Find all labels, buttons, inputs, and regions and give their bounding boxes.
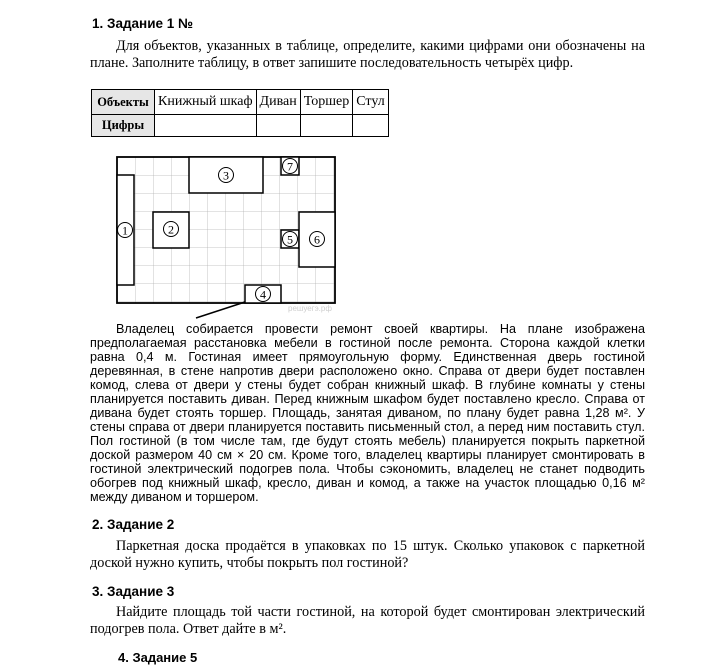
table-object-floor-lamp: Торшер — [300, 90, 353, 115]
plan-label: 3 — [223, 168, 229, 183]
task1-instruction: Для объектов, указанных в таблице, определите, какими цифрами они обозначены на плане. Заполните таблицу, в ответ запишите последовательность четырёх цифр. — [90, 38, 645, 71]
task2-text: Паркетная доска продаётся в упаковках по 15 штук. Сколько упаковок с паркетной доской нужно купить, чтобы покрыть пол гостиной? — [90, 538, 645, 571]
plan-label: 6 — [314, 232, 320, 247]
table-header-digits: Цифры — [92, 115, 155, 137]
plan-label: 4 — [260, 287, 266, 302]
plan-label: 1 — [122, 223, 128, 238]
table-object-chair: Стул — [353, 90, 388, 115]
task1-heading: 1. Задание 1 № — [92, 16, 194, 31]
table-object-sofa: Диван — [256, 90, 300, 115]
plan-label: 2 — [168, 222, 174, 237]
room-plan — [0, 0, 711, 330]
table-object-bookcase: Книжный шкаф — [155, 90, 257, 115]
task1-description: Владелец собирается провести ремонт своей квартиры. На плане изображена предполагаемая расстановка мебели в гостиной после ремонта. Сторона каждой клетки равна 0,4 м. Гостиная имеет прямоугольную форму. Единственная дверь гостиной деревянная, в стене напротив двери расположено окно. Справа от двери будет поставлен комод, слева от двери у стены будет собран книжный шкаф. В глубине комнаты у стены планируется поставить диван. Перед книжным шкафом будет поставлено кресло. Справа от дивана будет стоять торшер. Площадь, занятая диваном, по плану будет равна 1,28 м². У стены справа от двери планируется поставить письменный стол, а перед ним поставить стул. Пол гостиной (в том числе там, где будут стоять мебель) планируется покрыть паркетной доской размером 40 см × 20 см. Кроме того, владелец квартиры планирует смонтировать в гостиной электрический подогрев пола. Чтобы сэкономить, владелец не станет подводить обогрев под книжный шкаф, кресло, диван и комод, а также на участок площадью 0,16 м² между диваном и торшером. — [90, 322, 645, 504]
door-leaf — [196, 302, 245, 318]
task2-heading: 2. Задание 2 — [92, 517, 175, 532]
next-task-heading-cutoff: 4. Задание 5 — [118, 650, 198, 665]
task3-text: Найдите площадь той части гостиной, на которой будет смонтирован электрический подогрев пола. Ответ дайте в м². — [90, 604, 645, 637]
task3-heading: 3. Задание 3 — [92, 584, 175, 599]
plan-label: 7 — [287, 159, 293, 174]
table-header-objects: Объекты — [92, 90, 155, 115]
watermark: решуегэ.рф — [288, 304, 332, 313]
plan-label: 5 — [287, 232, 293, 247]
